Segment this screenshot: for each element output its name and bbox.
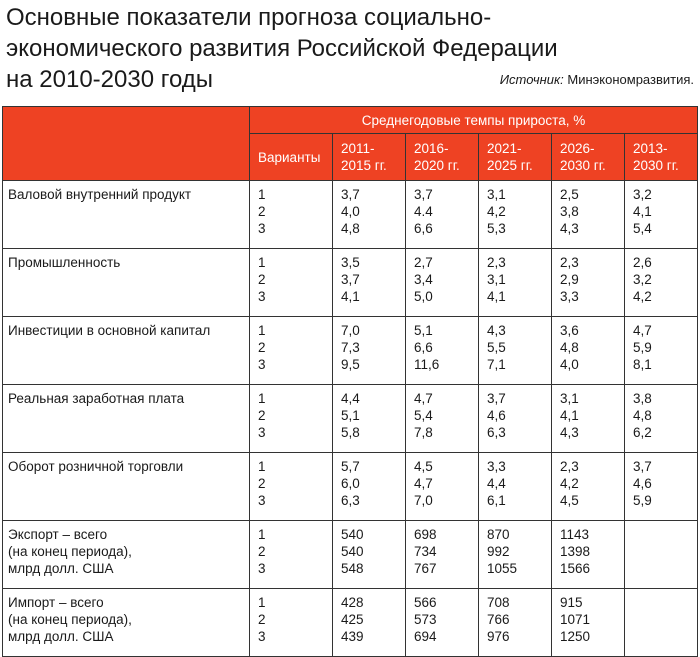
indicator-label-line: Экспорт – всего: [8, 527, 108, 542]
variant-cell: [250, 521, 333, 589]
indicator-label-line: Промышленность: [8, 255, 121, 270]
value-cell: [406, 181, 479, 249]
value-cell: [479, 453, 552, 521]
value: 5,7: [341, 459, 360, 474]
variant-number: 2: [258, 408, 266, 423]
value: 4,0: [560, 357, 579, 372]
period-bottom: 2020 гг.: [414, 158, 460, 173]
variant-number: 3: [258, 357, 266, 372]
value: 566: [414, 595, 437, 610]
value-cell: [333, 385, 406, 453]
value-cell: [552, 317, 625, 385]
variant-cell: [250, 589, 333, 657]
value: 1143: [560, 527, 590, 542]
source-label: Источник:: [499, 72, 564, 87]
indicator-label: [3, 385, 250, 453]
value-cell: [479, 181, 552, 249]
value: 6,3: [341, 493, 360, 508]
value-cell: [333, 453, 406, 521]
variant-number: 3: [258, 493, 266, 508]
variant-number: 2: [258, 544, 266, 559]
variant-cell: [250, 453, 333, 521]
value: 992: [487, 544, 510, 559]
period-top: 2013-: [633, 141, 668, 156]
value: 3,7: [487, 391, 506, 406]
value: 4,8: [633, 408, 652, 423]
value: 766: [487, 612, 510, 627]
value: 3,3: [560, 289, 579, 304]
indicator-label-line: Валовой внутренний продукт: [8, 187, 192, 202]
value-cell: [479, 249, 552, 317]
value: 5,8: [341, 425, 360, 440]
variant-number: 2: [258, 612, 266, 627]
period-header: [333, 134, 406, 181]
value: 6,0: [341, 476, 360, 491]
value: 4,1: [560, 408, 579, 423]
value: 3,1: [487, 272, 506, 287]
value: 439: [341, 629, 364, 644]
value: [633, 594, 697, 611]
group-header: Среднегодовые темпы прироста, %: [250, 107, 698, 134]
value: 1055: [487, 561, 518, 576]
value: 4.4: [414, 204, 433, 219]
value-cell: [625, 521, 698, 589]
table-row: [3, 181, 698, 249]
value: 4,1: [633, 204, 652, 219]
forecast-table: [2, 106, 698, 657]
source-value: Минэкономразвития.: [567, 72, 694, 87]
value-cell: [479, 385, 552, 453]
value-cell: [552, 453, 625, 521]
value: 1071: [560, 612, 591, 627]
value: 6,6: [414, 340, 433, 355]
value-cell: [333, 181, 406, 249]
value: 5,4: [633, 221, 652, 236]
value: 767: [414, 561, 437, 576]
value: [633, 543, 697, 560]
value: 2,3: [487, 255, 506, 270]
value: 4,4: [341, 391, 360, 406]
value: 4,3: [487, 323, 506, 338]
period-top: 2016-: [414, 141, 449, 156]
value: 540: [341, 527, 364, 542]
variant-number: 1: [258, 323, 266, 338]
variant-cell: [250, 385, 333, 453]
value: 4,8: [341, 221, 360, 236]
table-body: [3, 181, 698, 657]
indicator-label: [3, 521, 250, 589]
variant-number: 2: [258, 476, 266, 491]
value: 2,5: [560, 187, 579, 202]
period-bottom: 2030 гг.: [633, 158, 679, 173]
value: 3,7: [341, 187, 360, 202]
value-cell: [333, 249, 406, 317]
value: 4,6: [633, 476, 652, 491]
value: 425: [341, 612, 364, 627]
value: 428: [341, 595, 364, 610]
period-bottom: 2015 гг.: [341, 158, 387, 173]
value-cell: [625, 181, 698, 249]
indicator-label-line: млрд долл. США: [8, 629, 114, 644]
value-cell: [333, 589, 406, 657]
table-row: [3, 453, 698, 521]
value: 7,0: [341, 323, 360, 338]
value: 6,6: [414, 221, 433, 236]
value-cell: [406, 317, 479, 385]
value-cell: [479, 317, 552, 385]
variants-header: Варианты: [250, 134, 333, 181]
period-top: 2011-: [341, 141, 375, 156]
value: 4,5: [414, 459, 433, 474]
period-top: 2026-: [560, 141, 595, 156]
value: 3,7: [341, 272, 360, 287]
value-cell: [552, 521, 625, 589]
value: 7,8: [414, 425, 433, 440]
value-cell: [552, 385, 625, 453]
indicator-label: [3, 589, 250, 657]
indicator-label: [3, 249, 250, 317]
indicator-label-line: (на конец периода),: [8, 612, 132, 627]
value: [633, 526, 697, 543]
value: 3,7: [633, 459, 652, 474]
value: 2,7: [414, 255, 433, 270]
table-row: [3, 317, 698, 385]
value: 6,2: [633, 425, 652, 440]
value-cell: [479, 521, 552, 589]
value: 698: [414, 527, 437, 542]
value: 5,0: [414, 289, 433, 304]
value: 3,4: [414, 272, 433, 287]
value-cell: [333, 317, 406, 385]
value: 6,3: [487, 425, 506, 440]
header-blank-cell: [3, 107, 250, 181]
value-cell: [552, 249, 625, 317]
value: 1250: [560, 629, 591, 644]
indicator-label-line: млрд долл. США: [8, 561, 114, 576]
variant-number: 1: [258, 391, 266, 406]
value-cell: [625, 317, 698, 385]
variant-number: 3: [258, 289, 266, 304]
indicator-label-line: (на конец периода),: [8, 544, 132, 559]
value-cell: [406, 521, 479, 589]
value: 1398: [560, 544, 591, 559]
value-cell: [625, 453, 698, 521]
variant-number: 3: [258, 221, 266, 236]
value-cell: [552, 589, 625, 657]
period-bottom: 2030 гг.: [560, 158, 606, 173]
variant-number: 3: [258, 425, 266, 440]
value: 4,7: [633, 323, 652, 338]
table-row: [3, 385, 698, 453]
value: 4,6: [487, 408, 506, 423]
variant-number: 3: [258, 561, 266, 576]
variant-number: 1: [258, 595, 266, 610]
value: 4,3: [560, 425, 579, 440]
variant-number: 2: [258, 204, 266, 219]
title-line: Основные показатели прогноза социально-: [6, 4, 492, 31]
period-header: [552, 134, 625, 181]
indicator-label-line: Оборот розничной торговли: [8, 459, 184, 474]
value-cell: [406, 249, 479, 317]
value: 3,2: [633, 187, 652, 202]
value: [633, 611, 697, 628]
value: 573: [414, 612, 437, 627]
source-note: [500, 72, 694, 87]
value: 3,7: [414, 187, 433, 202]
value: 2,6: [633, 255, 652, 270]
period-header: [406, 134, 479, 181]
table-row: [3, 589, 698, 657]
value: 915: [560, 595, 583, 610]
value-cell: [406, 453, 479, 521]
value: 5,4: [414, 408, 433, 423]
value-cell: [625, 589, 698, 657]
period-header: [479, 134, 552, 181]
value: 870: [487, 527, 510, 542]
value: [633, 628, 697, 645]
value: 5,9: [633, 340, 652, 355]
value: 2,3: [560, 459, 579, 474]
period-header: [625, 134, 698, 181]
value: 3,8: [633, 391, 652, 406]
variant-number: 3: [258, 629, 266, 644]
value: 9,5: [341, 357, 360, 372]
title-line: экономического развития Российской Федерации: [6, 35, 558, 62]
value: 5,9: [633, 493, 652, 508]
value: 4,4: [487, 476, 506, 491]
title-line: на 2010-2030 годы: [6, 66, 214, 93]
value: 4,2: [560, 476, 579, 491]
variant-cell: [250, 249, 333, 317]
value: 5,3: [487, 221, 506, 236]
value-cell: [333, 521, 406, 589]
value: 5,1: [341, 408, 360, 423]
value-cell: [406, 385, 479, 453]
value: 11,6: [414, 357, 440, 372]
value-cell: [479, 589, 552, 657]
value-cell: [625, 385, 698, 453]
value: 3,1: [560, 391, 579, 406]
value: 6,1: [487, 493, 506, 508]
value: 4,2: [633, 289, 652, 304]
value: 7,1: [487, 357, 506, 372]
indicator-label: [3, 181, 250, 249]
value: [633, 560, 697, 577]
value: 5,5: [487, 340, 506, 355]
variant-cell: [250, 181, 333, 249]
period-top: 2021-: [487, 141, 522, 156]
value: 4,1: [487, 289, 506, 304]
value: 734: [414, 544, 437, 559]
value: 8,1: [633, 357, 652, 372]
indicator-label: [3, 317, 250, 385]
value: 976: [487, 629, 510, 644]
value: 4,3: [560, 221, 579, 236]
table-header: [3, 107, 698, 181]
value: 3,2: [633, 272, 652, 287]
value-cell: [552, 181, 625, 249]
value-cell: [625, 249, 698, 317]
value: 4,7: [414, 391, 433, 406]
value: 4,8: [560, 340, 579, 355]
variant-number: 1: [258, 459, 266, 474]
value: 3,1: [487, 187, 506, 202]
value: 3,3: [487, 459, 506, 474]
value: 7,3: [341, 340, 360, 355]
value: 4,1: [341, 289, 360, 304]
value: 1566: [560, 561, 591, 576]
value: 540: [341, 544, 364, 559]
indicator-label-line: Реальная заработная плата: [8, 391, 185, 406]
table-row: [3, 521, 698, 589]
value: 3,5: [341, 255, 360, 270]
variant-number: 2: [258, 340, 266, 355]
value: 5,1: [414, 323, 433, 338]
value: 548: [341, 561, 364, 576]
value: 2,9: [560, 272, 579, 287]
variant-number: 2: [258, 272, 266, 287]
value: 708: [487, 595, 510, 610]
value: 4,5: [560, 493, 579, 508]
value: 4,7: [414, 476, 433, 491]
indicator-label: [3, 453, 250, 521]
indicator-label-line: Импорт – всего: [8, 595, 104, 610]
variant-number: 1: [258, 255, 266, 270]
value: 2,3: [560, 255, 579, 270]
value-cell: [406, 589, 479, 657]
value: 694: [414, 629, 437, 644]
table-row: [3, 249, 698, 317]
value: 4,0: [341, 204, 360, 219]
indicator-label-line: Инвестиции в основной капитал: [8, 323, 211, 338]
period-bottom: 2025 гг.: [487, 158, 533, 173]
value: 4,2: [487, 204, 506, 219]
variant-number: 1: [258, 187, 266, 202]
variant-number: 1: [258, 527, 266, 542]
value: 7,0: [414, 493, 433, 508]
value: 3,6: [560, 323, 579, 338]
variant-cell: [250, 317, 333, 385]
value: 3,8: [560, 204, 579, 219]
